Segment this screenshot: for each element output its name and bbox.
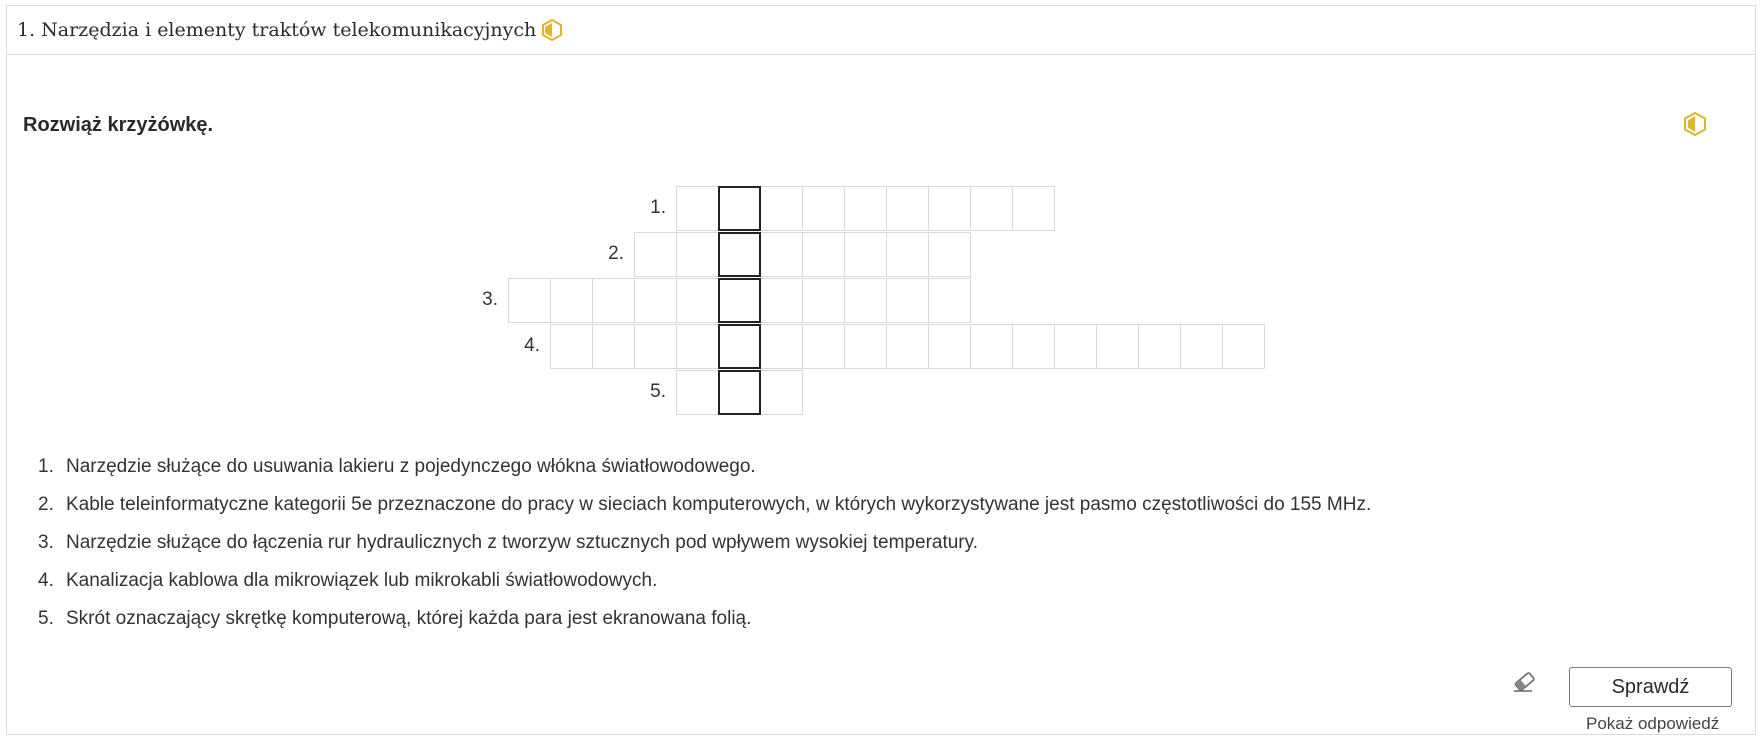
crossword-cell[interactable]: [928, 324, 971, 369]
clue-number: 5.: [38, 608, 54, 629]
crossword-cell[interactable]: [760, 186, 803, 231]
eraser-icon[interactable]: [1512, 671, 1538, 693]
crossword-cell[interactable]: [550, 278, 593, 323]
check-button[interactable]: Sprawdź: [1569, 667, 1732, 707]
exercise-instruction: Rozwiąż krzyżówkę.: [23, 114, 214, 136]
crossword-row-number: 2.: [608, 243, 624, 264]
crossword-cell[interactable]: [1138, 324, 1181, 369]
clue-text: Narzędzie służące do usuwania lakieru z pojedynczego włókna światłowodowego.: [66, 456, 756, 477]
crossword-cell[interactable]: [634, 324, 677, 369]
hexagon-badge-icon: [542, 19, 562, 41]
crossword-cell[interactable]: [844, 278, 887, 323]
clue-number: 4.: [38, 570, 54, 591]
clue-list: [38, 448, 1371, 638]
clue-text: Narzędzie służące do łączenia rur hydraulicznych z tworzyw sztucznych pod wpływem wysokiej temperatury.: [66, 532, 978, 553]
crossword-row-number: 5.: [650, 381, 666, 402]
clue-number: 2.: [38, 494, 54, 515]
crossword-row-number: 3.: [482, 289, 498, 310]
crossword-key-cell[interactable]: [718, 232, 761, 277]
crossword-cell[interactable]: [592, 324, 635, 369]
crossword-cell[interactable]: [676, 186, 719, 231]
crossword-cell[interactable]: [550, 324, 593, 369]
hexagon-badge-icon: [1684, 112, 1706, 136]
crossword-cell[interactable]: [1222, 324, 1265, 369]
clue-text: Kanalizacja kablowa dla mikrowiązek lub mikrokabli światłowodowych.: [66, 570, 658, 591]
crossword-cell[interactable]: [802, 232, 845, 277]
crossword-cell[interactable]: [760, 370, 803, 415]
show-answer-link[interactable]: Pokaż odpowiedź: [1586, 714, 1720, 733]
crossword-cell[interactable]: [886, 324, 929, 369]
clue-item: [38, 562, 1371, 600]
card-header: [7, 6, 1755, 55]
crossword-cell[interactable]: [886, 278, 929, 323]
crossword-cell[interactable]: [1012, 324, 1055, 369]
crossword-cell[interactable]: [970, 186, 1013, 231]
clue-text: Kable teleinformatyczne kategorii 5e przeznaczone do pracy w sieciach komputerowych, w których wykorzystywane jest pasmo częstotliwości do 155 MHz.: [66, 494, 1372, 515]
crossword-cell[interactable]: [1180, 324, 1223, 369]
crossword-cell[interactable]: [928, 186, 971, 231]
crossword-row-number: 4.: [524, 335, 540, 356]
crossword-cell[interactable]: [886, 186, 929, 231]
crossword-cell[interactable]: [928, 278, 971, 323]
crossword-cell[interactable]: [760, 324, 803, 369]
crossword-key-cell[interactable]: [718, 370, 761, 415]
crossword-cell[interactable]: [802, 324, 845, 369]
crossword-cell[interactable]: [760, 278, 803, 323]
crossword-cell[interactable]: [928, 232, 971, 277]
crossword-cell[interactable]: [676, 278, 719, 323]
crossword-cell[interactable]: [508, 278, 551, 323]
crossword-cell[interactable]: [676, 232, 719, 277]
crossword-cell[interactable]: [802, 278, 845, 323]
crossword-cell[interactable]: [676, 324, 719, 369]
crossword-key-cell[interactable]: [718, 278, 761, 323]
crossword-cell[interactable]: [1012, 186, 1055, 231]
clue-item: [38, 448, 1371, 486]
clue-item: [38, 486, 1371, 524]
crossword-cell[interactable]: [1054, 324, 1097, 369]
page-title: 1. Narzędzia i elementy traktów telekomunikacyjnych: [17, 19, 537, 41]
crossword-cell[interactable]: [634, 278, 677, 323]
crossword-cell[interactable]: [634, 232, 677, 277]
crossword-cell[interactable]: [844, 186, 887, 231]
crossword-cell[interactable]: [592, 278, 635, 323]
crossword-cell[interactable]: [676, 370, 719, 415]
clue-item: [38, 600, 1371, 638]
clue-text: Skrót oznaczający skrętkę komputerową, której każda para jest ekranowana folią.: [66, 608, 752, 629]
crossword-cell[interactable]: [760, 232, 803, 277]
clue-number: 1.: [38, 456, 54, 477]
crossword-cell[interactable]: [844, 324, 887, 369]
crossword-cell[interactable]: [844, 232, 887, 277]
crossword-cell[interactable]: [886, 232, 929, 277]
crossword-cell[interactable]: [1096, 324, 1139, 369]
clue-number: 3.: [38, 532, 54, 553]
crossword-row-number: 1.: [650, 197, 666, 218]
crossword-key-cell[interactable]: [718, 324, 761, 369]
crossword-cell[interactable]: [970, 324, 1013, 369]
crossword-cell[interactable]: [802, 186, 845, 231]
crossword-key-cell[interactable]: [718, 186, 761, 231]
clue-item: [38, 524, 1371, 562]
